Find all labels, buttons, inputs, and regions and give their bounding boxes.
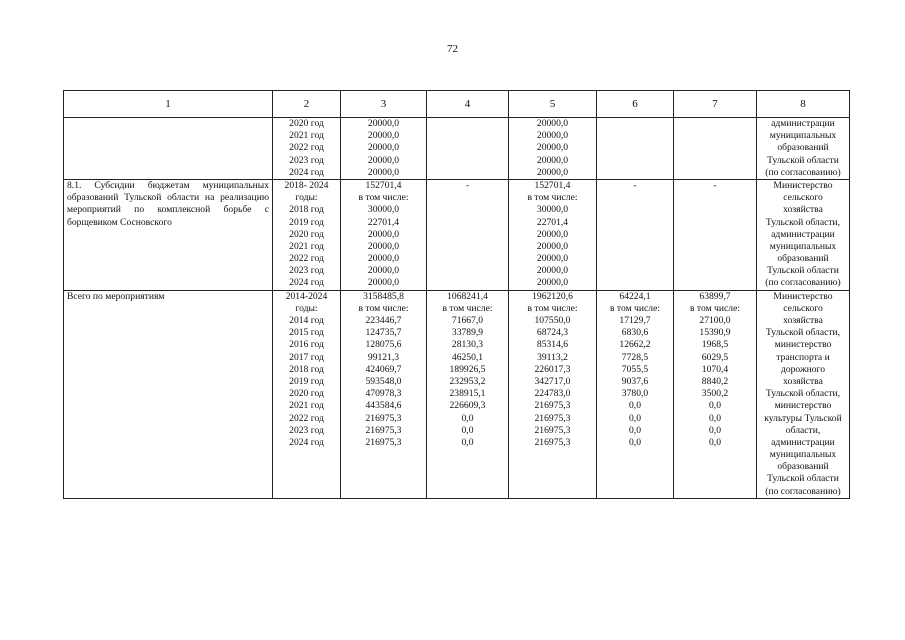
local-budget-cell bbox=[597, 179, 674, 290]
years-cell bbox=[273, 290, 341, 498]
cell-line: 0,0 bbox=[709, 400, 721, 412]
cell-line: хозяйства bbox=[783, 315, 823, 326]
cell-line: 20000,0 bbox=[536, 142, 569, 154]
cell-line: Тульской области, bbox=[765, 216, 841, 228]
extra-budget-cell bbox=[674, 118, 757, 180]
measure-description-cell bbox=[64, 118, 273, 180]
cell-line: 224783,0 bbox=[534, 388, 571, 400]
cell-line: 124735,7 bbox=[365, 327, 402, 339]
table-row bbox=[64, 290, 850, 498]
cell-line: Министерство bbox=[773, 179, 833, 191]
cell-line: области, bbox=[785, 424, 821, 436]
responsible-cell bbox=[757, 290, 850, 498]
cell-line: Тульской области bbox=[767, 154, 839, 166]
regional-budget-cell bbox=[509, 290, 597, 498]
cell-line: Тульской области, bbox=[765, 388, 841, 400]
cell-line: 46250,1 bbox=[451, 351, 484, 363]
cell-line: 189926,5 bbox=[449, 363, 486, 375]
cell-line: 7728,5 bbox=[621, 351, 649, 363]
cell-line: транспорта и bbox=[776, 351, 830, 363]
cell-line: 2022 год bbox=[289, 253, 324, 265]
cell-line: в том числе: bbox=[527, 302, 578, 314]
cell-line: 20000,0 bbox=[536, 118, 569, 129]
cell-line: 2023 год bbox=[289, 424, 324, 436]
cell-line: 20000,0 bbox=[367, 166, 400, 178]
regional-budget-cell bbox=[509, 179, 597, 290]
cell-line: 1068241,4 bbox=[447, 290, 488, 302]
cell-line: в том числе: bbox=[609, 302, 660, 314]
cell-line: 20000,0 bbox=[367, 118, 400, 129]
cell-line: 470978,3 bbox=[365, 388, 402, 400]
cell-line: 3158485,8 bbox=[363, 290, 404, 302]
cell-line: администрации bbox=[771, 228, 835, 240]
cell-line: 2023 год bbox=[289, 265, 324, 277]
cell-line: 6830,6 bbox=[621, 327, 649, 339]
cell-line: 39113,2 bbox=[537, 351, 568, 363]
header-cell: 1 bbox=[64, 91, 273, 118]
cell-line: 20000,0 bbox=[536, 130, 569, 142]
cell-line: 0,0 bbox=[709, 412, 721, 424]
header-cell: 2 bbox=[273, 91, 341, 118]
cell-line: в том числе: bbox=[358, 192, 409, 204]
cell-line: 107550,0 bbox=[534, 315, 571, 326]
cell-line: 20000,0 bbox=[536, 253, 569, 265]
cell-line: 2021 год bbox=[289, 240, 324, 252]
cell-line: хозяйства bbox=[783, 204, 823, 216]
cell-line: сельского bbox=[783, 302, 823, 314]
local-budget-cell bbox=[597, 118, 674, 180]
cell-line: Министерство bbox=[773, 290, 833, 302]
cell-line: 2022 год bbox=[289, 142, 324, 154]
cell-line: 2023 год bbox=[289, 154, 324, 166]
cell-line: 2018 год bbox=[289, 204, 324, 216]
cell-line: 22701,4 bbox=[536, 216, 569, 228]
cell-line: 20000,0 bbox=[367, 240, 400, 252]
years-cell bbox=[273, 179, 341, 290]
table-row bbox=[64, 179, 850, 290]
cell-line: 0,0 bbox=[461, 424, 474, 436]
cell-line: 443584,6 bbox=[365, 400, 402, 412]
cell-line: 20000,0 bbox=[367, 228, 400, 240]
cell-line: 216975,3 bbox=[365, 412, 402, 424]
cell-line: образований bbox=[777, 461, 829, 473]
cell-line: 20000,0 bbox=[536, 166, 569, 178]
cell-line: 216975,3 bbox=[534, 412, 571, 424]
cell-line: 216975,3 bbox=[365, 436, 402, 448]
local-budget-cell bbox=[597, 290, 674, 498]
cell-line: 128075,6 bbox=[365, 339, 402, 351]
cell-line: годы: bbox=[295, 192, 318, 204]
header-cell: 4 bbox=[427, 91, 509, 118]
cell-line: в том числе: bbox=[527, 192, 578, 204]
extra-budget-cell bbox=[674, 179, 757, 290]
cell-line: Тульской области, bbox=[765, 327, 841, 339]
cell-line: 20000,0 bbox=[536, 277, 569, 289]
measure-description-cell: Всего по мероприятиям bbox=[64, 290, 273, 498]
cell-line: 2014 год bbox=[289, 315, 324, 326]
cell-line: 28130,3 bbox=[451, 339, 484, 351]
cell-line: 20000,0 bbox=[536, 154, 569, 166]
cell-line: администрации bbox=[771, 436, 835, 448]
cell-line: 2014-2024 bbox=[285, 290, 328, 302]
cell-line: 2016 год bbox=[289, 339, 324, 351]
cell-line: 0,0 bbox=[709, 436, 721, 448]
cell-line: Тульской области bbox=[767, 473, 839, 485]
total-cell bbox=[341, 179, 427, 290]
cell-line: (по согласованию) bbox=[765, 485, 841, 497]
cell-line: образований bbox=[777, 142, 829, 154]
header-cell: 5 bbox=[509, 91, 597, 118]
cell-line: 63899,7 bbox=[699, 290, 731, 302]
cell-line: 1070,4 bbox=[701, 363, 729, 375]
cell-line: культуры Тульской bbox=[764, 412, 842, 424]
cell-line: 2019 год bbox=[289, 375, 324, 387]
cell-line: - bbox=[633, 179, 637, 191]
cell-line: 20000,0 bbox=[367, 130, 400, 142]
table-row bbox=[64, 118, 850, 180]
cell-line: 216975,3 bbox=[534, 424, 571, 436]
cell-line: 7055,5 bbox=[621, 363, 649, 375]
cell-line: 0,0 bbox=[629, 424, 641, 436]
extra-budget-cell bbox=[674, 290, 757, 498]
cell-line: 71667,0 bbox=[451, 315, 484, 326]
cell-line: 85314,6 bbox=[536, 339, 569, 351]
cell-line: министерство bbox=[774, 400, 832, 412]
cell-line: 2020 год bbox=[289, 388, 324, 400]
federal-budget-cell bbox=[427, 118, 509, 180]
cell-line: 232953,2 bbox=[449, 375, 486, 387]
cell-line: 2015 год bbox=[289, 327, 324, 339]
measure-description-cell: 8.1. Субсидии бюджетам муниципальных образований Тульской области на реализацию мероприятий по комплексной борьбе с борщевиком Сосновского bbox=[64, 179, 273, 290]
page-number: 72 bbox=[447, 43, 458, 55]
cell-line: муниципальных bbox=[769, 240, 837, 252]
cell-line: 0,0 bbox=[461, 436, 474, 448]
cell-line: (по согласованию) bbox=[765, 166, 841, 178]
cell-line: 2020 год bbox=[289, 118, 324, 129]
cell-line: 424069,7 bbox=[365, 363, 402, 375]
cell-line: 12662,2 bbox=[619, 339, 651, 351]
cell-line: 3780,0 bbox=[621, 388, 649, 400]
cell-line: 216975,3 bbox=[365, 424, 402, 436]
cell-line: дорожного bbox=[780, 363, 826, 375]
cell-line: 2017 год bbox=[289, 351, 324, 363]
cell-line: 20000,0 bbox=[367, 277, 400, 289]
header-cell: 3 bbox=[341, 91, 427, 118]
cell-line: 1968,5 bbox=[701, 339, 729, 351]
federal-budget-cell bbox=[427, 290, 509, 498]
cell-line: 2021 год bbox=[289, 400, 324, 412]
cell-line: 1962120,6 bbox=[532, 290, 573, 302]
cell-line: - bbox=[713, 179, 717, 191]
cell-line: (по согласованию) bbox=[765, 277, 841, 289]
cell-line: 20000,0 bbox=[367, 265, 400, 277]
cell-line: 223446,7 bbox=[365, 315, 402, 326]
cell-line: 30000,0 bbox=[367, 204, 400, 216]
cell-line: 0,0 bbox=[629, 436, 641, 448]
cell-line: 9037,6 bbox=[621, 375, 649, 387]
cell-line: 30000,0 bbox=[536, 204, 569, 216]
program-table bbox=[63, 90, 850, 499]
cell-line: 99121,3 bbox=[367, 351, 400, 363]
cell-line: образований bbox=[777, 253, 829, 265]
cell-line: 216975,3 bbox=[534, 400, 571, 412]
total-cell bbox=[341, 118, 427, 180]
cell-line: 15390,9 bbox=[699, 327, 731, 339]
cell-line: 2022 год bbox=[289, 412, 324, 424]
cell-line: 22701,4 bbox=[367, 216, 400, 228]
cell-line: 68724,3 bbox=[536, 327, 569, 339]
header-row bbox=[64, 91, 850, 118]
cell-line: 8840,2 bbox=[701, 375, 729, 387]
cell-line: 27100,0 bbox=[699, 315, 731, 326]
cell-line: в том числе: bbox=[442, 302, 493, 314]
cell-line: сельского bbox=[783, 192, 823, 204]
header-cell: 6 bbox=[597, 91, 674, 118]
cell-line: 226017,3 bbox=[534, 363, 571, 375]
cell-line: 33789,9 bbox=[451, 327, 484, 339]
cell-line: муниципальных bbox=[769, 130, 837, 142]
cell-line: 216975,3 bbox=[534, 436, 571, 448]
cell-line: 6029,5 bbox=[701, 351, 729, 363]
cell-line: 226609,3 bbox=[449, 400, 486, 412]
cell-line: хозяйства bbox=[783, 375, 823, 387]
cell-line: годы: bbox=[295, 302, 318, 314]
cell-line: в том числе: bbox=[358, 302, 409, 314]
cell-line: 20000,0 bbox=[367, 253, 400, 265]
cell-line: 20000,0 bbox=[536, 240, 569, 252]
header-cell: 7 bbox=[674, 91, 757, 118]
cell-line: 20000,0 bbox=[536, 265, 569, 277]
cell-line: 152701,4 bbox=[365, 179, 402, 191]
cell-line: 3500,2 bbox=[701, 388, 729, 400]
cell-line: 2021 год bbox=[289, 130, 324, 142]
cell-line: 2018 год bbox=[289, 363, 324, 375]
federal-budget-cell bbox=[427, 179, 509, 290]
header-cell: 8 bbox=[757, 91, 850, 118]
regional-budget-cell bbox=[509, 118, 597, 180]
total-cell bbox=[341, 290, 427, 498]
responsible-cell bbox=[757, 118, 850, 180]
cell-line: 2019 год bbox=[289, 216, 324, 228]
cell-line: - bbox=[465, 179, 470, 191]
cell-line: 0,0 bbox=[629, 412, 641, 424]
cell-line: 342717,0 bbox=[534, 375, 571, 387]
cell-line: 152701,4 bbox=[534, 179, 571, 191]
cell-line: 593548,0 bbox=[365, 375, 402, 387]
cell-line: 64224,1 bbox=[619, 290, 651, 302]
cell-line: министерство bbox=[774, 339, 832, 351]
cell-line: в том числе: bbox=[689, 302, 740, 314]
years-cell bbox=[273, 118, 341, 180]
cell-line: 238915,1 bbox=[449, 388, 486, 400]
cell-line: 20000,0 bbox=[367, 154, 400, 166]
cell-line: 2024 год bbox=[289, 277, 324, 289]
cell-line: 20000,0 bbox=[536, 228, 569, 240]
cell-line: 17129,7 bbox=[619, 315, 651, 326]
cell-line: 0,0 bbox=[461, 412, 474, 424]
cell-line: 0,0 bbox=[709, 424, 721, 436]
cell-line: 2018- 2024 bbox=[284, 179, 329, 191]
cell-line: 2020 год bbox=[289, 228, 324, 240]
cell-line: 2024 год bbox=[289, 166, 324, 178]
cell-line: муниципальных bbox=[769, 449, 837, 461]
cell-line: 2024 год bbox=[289, 436, 324, 448]
responsible-cell bbox=[757, 179, 850, 290]
cell-line: Тульской области bbox=[767, 265, 839, 277]
cell-line: администрации bbox=[771, 118, 835, 129]
cell-line: 0,0 bbox=[629, 400, 641, 412]
cell-line: 20000,0 bbox=[367, 142, 400, 154]
